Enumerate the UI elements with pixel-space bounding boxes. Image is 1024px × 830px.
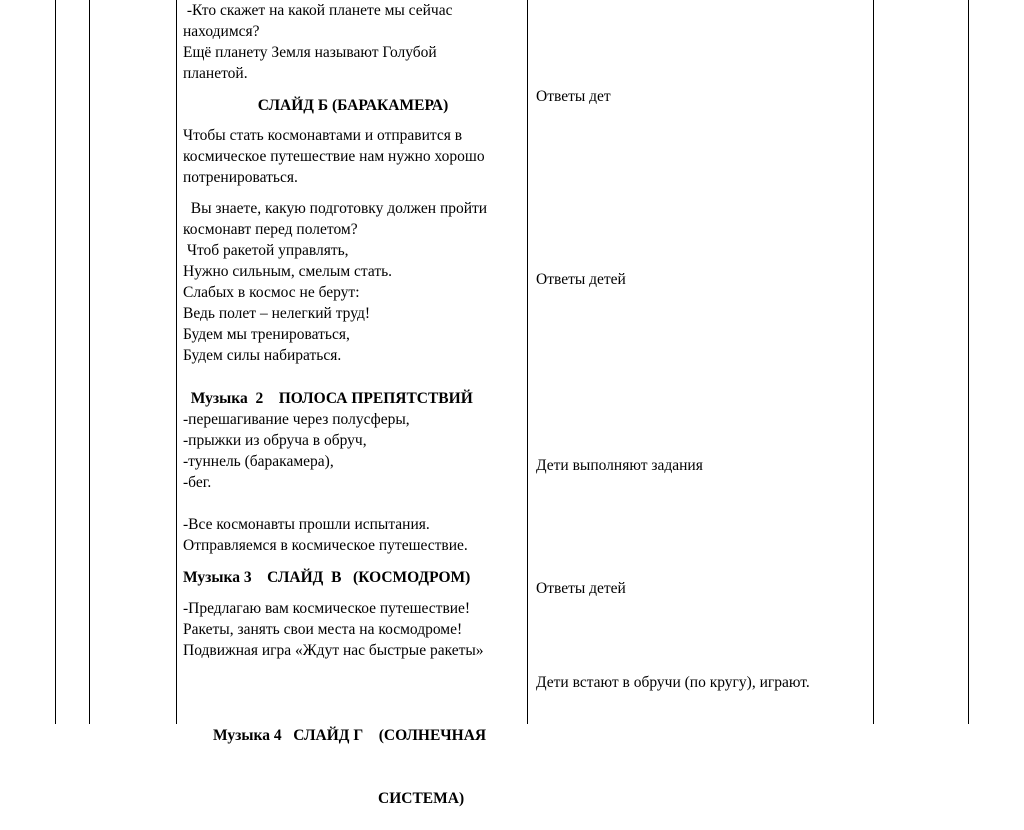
text-line: Вы знаете, какую подготовку должен пройти <box>183 200 488 217</box>
text-line: находимся? <box>183 23 260 40</box>
text-line: Подвижная игра «Ждут нас быстрые ракеты» <box>183 642 484 659</box>
text-line: Ещё планету Земля называют Голубой <box>183 44 437 61</box>
children-response-4: Ответы детей <box>536 580 626 597</box>
text-line: -Предлагаю вам космическое путешествие! <box>183 600 471 617</box>
text-line: космонавт перед полетом? <box>183 221 358 238</box>
text-line: -прыжки из обруча в обруч, <box>183 432 367 449</box>
text-line: Будем мы тренироваться, <box>183 326 350 343</box>
children-response-3: Дети выполняют задания <box>536 457 703 474</box>
teacher-block-4 <box>183 409 523 493</box>
teacher-block-1 <box>183 0 523 84</box>
text-line: планетой. <box>183 65 248 82</box>
table-border-right <box>968 0 969 724</box>
text-line: -туннель (баракамера), <box>183 453 334 470</box>
text-line: Отправляемся в космическое путешествие. <box>183 537 468 554</box>
text-line: космическое путешествие нам нужно хорошо <box>183 148 485 165</box>
text-line: -бег. <box>183 474 212 491</box>
children-response-1: Ответы дет <box>536 88 611 105</box>
text-line: -Кто скажет на какой планете мы сейчас <box>183 2 453 19</box>
table-border-left <box>55 0 56 724</box>
text-line: Слабых в космос не берут: <box>183 284 360 301</box>
text-line: -перешагивание через полусферы, <box>183 411 410 428</box>
music2-heading: Музыка 2 ПОЛОСА ПРЕПЯТСТВИЙ <box>183 390 473 407</box>
text-line: Чтоб ракетой управлять, <box>183 242 349 259</box>
text-line: Будем силы набираться. <box>183 347 342 364</box>
table-border-col3 <box>527 0 528 724</box>
teacher-block-6 <box>183 598 523 661</box>
music4-heading <box>213 683 523 830</box>
teacher-block-5 <box>183 514 523 556</box>
teacher-block-3 <box>183 198 523 366</box>
text-line: СИСТЕМА) <box>378 790 465 807</box>
table-border-col4 <box>873 0 874 724</box>
text-line: Чтобы стать космонавтами и отправится в <box>183 127 463 144</box>
text-line: -Все космонавты прошли испытания. <box>183 516 430 533</box>
table-border-col2 <box>176 0 177 724</box>
music3-heading: Музыка 3 СЛАЙД В (КОСМОДРОМ) <box>183 569 471 586</box>
children-response-5: Дети встают в обручи (по кругу), играют. <box>536 674 810 691</box>
text-line: Ракеты, занять свои места на космодроме! <box>183 621 463 638</box>
text-line: Ведь полет – нелегкий труд! <box>183 305 371 322</box>
text-line: потренироваться. <box>183 169 298 186</box>
slide-b-heading: СЛАЙД Б (БАРАКАМЕРА) <box>257 97 449 114</box>
teacher-block-2 <box>183 125 523 188</box>
text-line: Музыка 4 СЛАЙД Г (СОЛНЕЧНАЯ <box>213 727 487 744</box>
text-line: Нужно сильным, смелым стать. <box>183 263 393 280</box>
children-response-2: Ответы детей <box>536 271 626 288</box>
table-border-col1 <box>89 0 90 724</box>
